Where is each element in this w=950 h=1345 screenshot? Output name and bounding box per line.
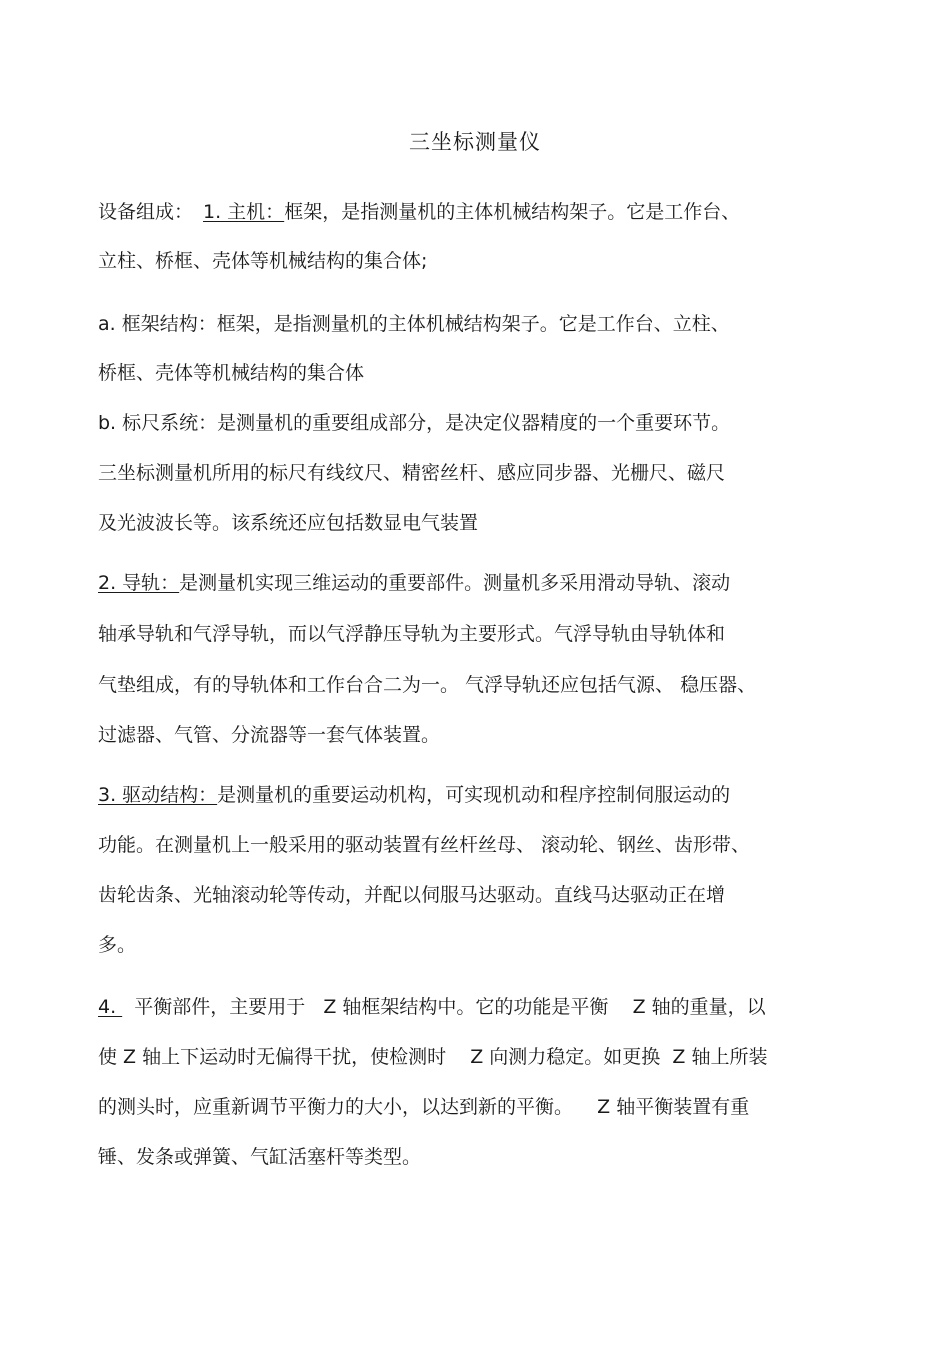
main-machine-text: 框架，是指测量机的主体机械结构架子。它是工作台、 [284, 201, 741, 223]
main-machine-heading: 1. 主机： [203, 201, 285, 223]
paragraph-1-line-1 [98, 199, 740, 225]
paragraph-2-line-3: 气垫组成，有的导轨体和工作台合二为一。 气浮导轨还应包括气源、 稳压器、 [98, 674, 757, 696]
paragraph-4-line-2: 使 Z 轴上下运动时无偏得干扰，使检测时 Z 向测力稳定。如更换 Z 轴上所装 [98, 1046, 768, 1068]
paragraph-3-line-4: 多。 [98, 934, 137, 956]
paragraph-2-line-4: 过滤器、气管、分流器等一套气体装置。 [98, 724, 441, 746]
paragraph-a-line-1: a. 框架结构：框架，是指测量机的主体机械结构架子。它是工作台、立柱、 [98, 313, 730, 335]
document-title: 三坐标测量仪 [409, 130, 541, 154]
drive-structure-heading: 3. 驱动结构： [98, 784, 218, 806]
paragraph-3-line-3: 齿轮齿条、光轴滚动轮等传动，并配以伺服马达驱动。直线马达驱动正在增 [98, 884, 726, 906]
paragraph-4-line-3: 的测头时，应重新调节平衡力的大小，以达到新的平衡。 Z 轴平衡装置有重 [98, 1096, 750, 1118]
paragraph-2-line-1 [98, 570, 730, 596]
paragraph-1-line-2: 立柱、桥框、壳体等机械结构的集合体; [98, 250, 428, 272]
paragraph-2-line-2: 轴承导轨和气浮导轨，而以气浮静压导轨为主要形式。气浮导轨由导轨体和 [98, 623, 726, 645]
paragraph-b-line-1: b. 标尺系统：是测量机的重要组成部分，是决定仪器精度的一个重要环节。 [98, 412, 731, 434]
paragraph-b-line-3: 及光波波长等。该系统还应包括数显电气装置 [98, 512, 479, 534]
paragraph-4-line-4: 锤、发条或弹簧、气缸活塞杆等类型。 [98, 1146, 422, 1168]
paragraph-a-line-2: 桥框、壳体等机械结构的集合体 [98, 362, 365, 384]
guide-rail-text: 是测量机实现三维运动的重要部件。测量机多采用滑动导轨、滚动 [179, 572, 731, 594]
paragraph-3-line-1 [98, 782, 730, 808]
paragraph-b-line-2: 三坐标测量机所用的标尺有线纹尺、精密丝杆、感应同步器、光栅尺、磁尺 [98, 462, 726, 484]
guide-rail-heading: 2. 导轨： [98, 572, 180, 594]
balance-text: 平衡部件，主要用于 Z 轴框架结构中。它的功能是平衡 Z 轴的重量，以 [122, 996, 766, 1018]
equipment-label: 设备组成： [98, 201, 194, 223]
paragraph-3-line-2: 功能。在测量机上一般采用的驱动装置有丝杆丝母、 滚动轮、钢丝、齿形带、 [98, 834, 751, 856]
paragraph-4-line-1 [98, 994, 766, 1020]
drive-structure-text: 是测量机的重要运动机构，可实现机动和程序控制伺服运动的 [217, 784, 731, 806]
balance-heading: 4. [98, 996, 123, 1018]
